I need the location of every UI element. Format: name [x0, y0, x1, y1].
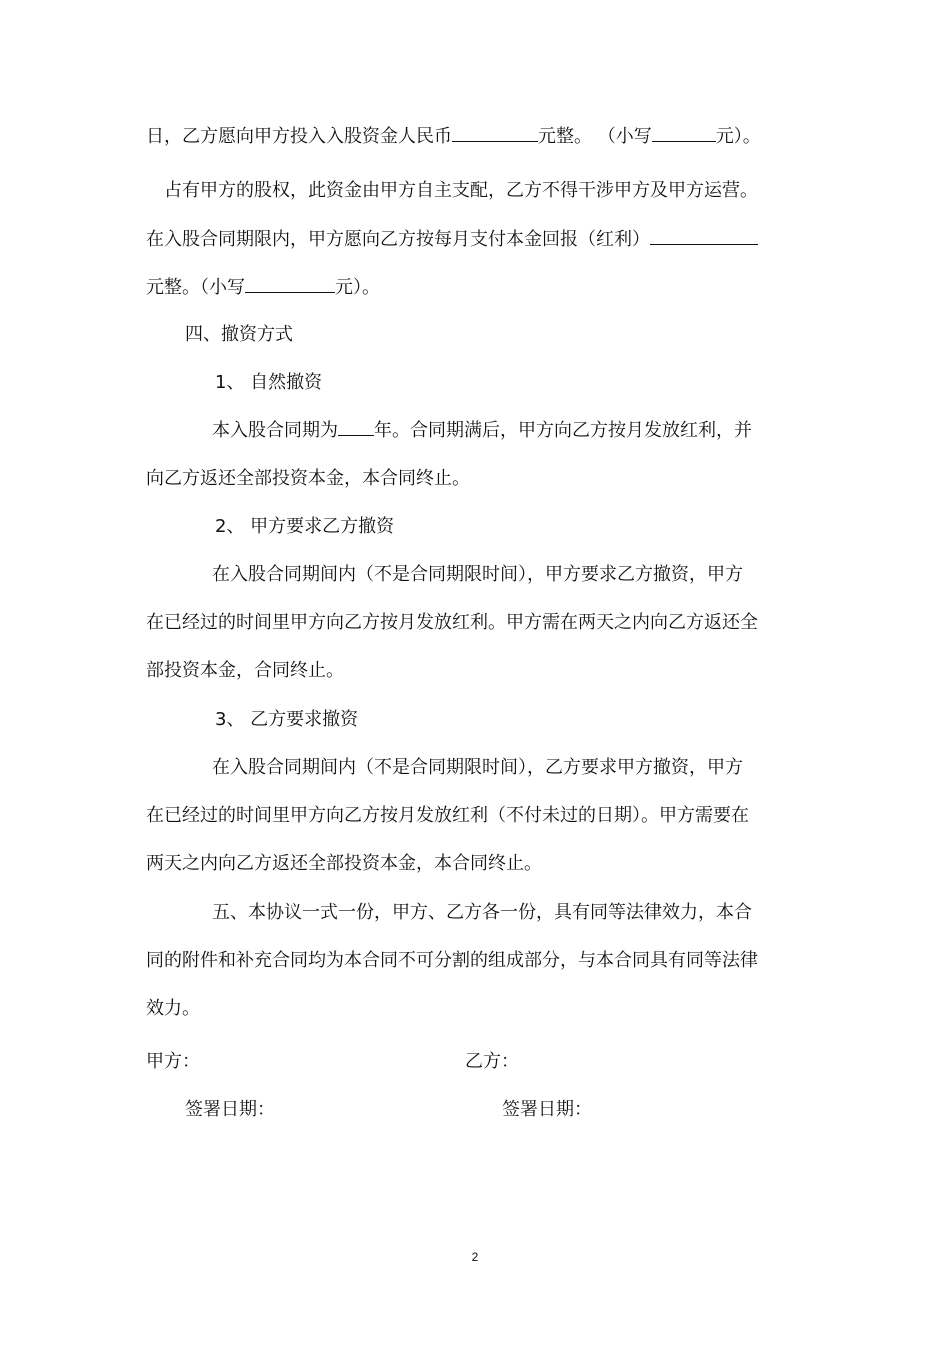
item3-line-2: 在已经过的时间里甲方向乙方按月发放红利（不付未过的日期）。甲方需要在 — [146, 805, 749, 826]
blank-dividend-digits[interactable] — [245, 275, 335, 293]
page-number: 2 — [471, 1250, 479, 1264]
invest-text-4a: 元整。（小写 — [146, 277, 245, 298]
section5-line-2: 同的附件和补充合同均为本合同不可分割的组成部分，与本合同具有同等法律 — [146, 950, 758, 971]
item1-text-1a: 本入股合同期为 — [212, 420, 338, 441]
blank-term-years[interactable] — [338, 418, 374, 436]
item3-heading: 3、 乙方要求撤资 — [215, 709, 359, 730]
invest-text-4b: 元）。 — [335, 277, 380, 298]
section5-line-3: 效力。 — [146, 998, 200, 1019]
invest-text-3: 在入股合同期限内，甲方愿向乙方按每月支付本金回报（红利） — [146, 229, 650, 250]
blank-amount-words[interactable] — [452, 124, 538, 142]
section4-heading: 四、撤资方式 — [185, 324, 293, 345]
item1-text-1b: 年。合同期满后，甲方向乙方按月发放红利，并 — [374, 420, 752, 441]
party-b-label: 乙方： — [465, 1051, 519, 1072]
invest-line-3 — [146, 227, 758, 252]
item2-line-2: 在已经过的时间里甲方向乙方按月发放红利。甲方需在两天之内向乙方返还全 — [146, 612, 758, 633]
invest-text-1b: 元整。 （小写 — [538, 126, 652, 147]
invest-line-1 — [146, 124, 761, 149]
item3-line-3: 两天之内向乙方返还全部投资本金，本合同终止。 — [146, 853, 542, 874]
item2-line-1: 在入股合同期间内（不是合同期限时间），甲方要求乙方撤资，甲方 — [212, 564, 743, 585]
blank-amount-digits[interactable] — [652, 124, 716, 142]
invest-line-2: 占有甲方的股权，此资金由甲方自主支配，乙方不得干涉甲方及甲方运营。 — [164, 180, 758, 201]
invest-text-1a: 日，乙方愿向甲方投入入股资金人民币 — [146, 126, 452, 147]
item1-line-1 — [212, 418, 752, 443]
invest-text-1c: 元）。 — [715, 126, 761, 147]
blank-dividend-words[interactable] — [650, 227, 758, 245]
item3-line-1: 在入股合同期间内（不是合同期限时间），乙方要求甲方撤资，甲方 — [212, 757, 743, 778]
item2-line-3: 部投资本金，合同终止。 — [146, 660, 344, 681]
item2-heading: 2、 甲方要求乙方撤资 — [215, 516, 395, 537]
party-a-label: 甲方： — [146, 1051, 200, 1072]
party-a-date-label: 签署日期： — [185, 1099, 275, 1120]
section5-line-1: 五、本协议一式一份，甲方、乙方各一份，具有同等法律效力，本合 — [212, 902, 752, 923]
item1-heading: 1、 自然撤资 — [215, 372, 323, 393]
item1-line-2: 向乙方返还全部投资本金，本合同终止。 — [146, 468, 470, 489]
party-b-date-label: 签署日期： — [502, 1099, 592, 1120]
invest-line-4 — [146, 275, 380, 300]
